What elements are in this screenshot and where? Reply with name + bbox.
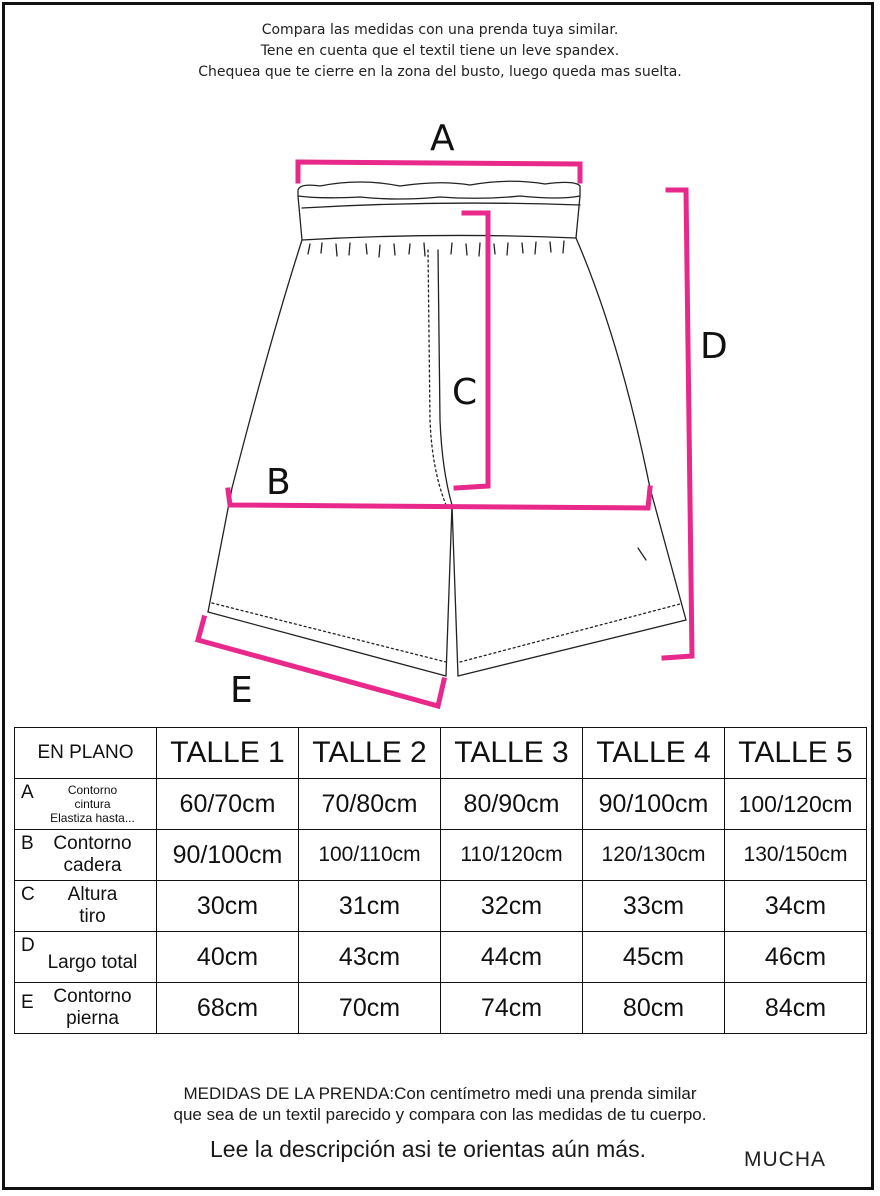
- table-row: [15, 881, 867, 932]
- row-letter: B: [21, 833, 34, 854]
- table-cell: 74cm: [441, 983, 583, 1034]
- measure-a-line: [298, 162, 580, 181]
- table-cell: 70/80cm: [299, 779, 441, 830]
- row-label-line: cintura: [74, 797, 111, 811]
- table-cell: 100/110cm: [299, 830, 441, 881]
- footer-line-1: MEDIDAS DE LA PRENDA:Con centímetro medi una prenda similar: [183, 1084, 697, 1103]
- row-letter: E: [21, 992, 34, 1013]
- label-e: E: [230, 670, 253, 711]
- intro-line-3: Chequea que te cierre en la zona del busto, luego queda mas suelta.: [198, 64, 682, 80]
- row-label-line: tiro: [79, 906, 106, 927]
- row-label-line: Altura: [67, 884, 118, 905]
- size-header-5: TALLE 5: [725, 728, 867, 779]
- table-corner: EN PLANO: [15, 728, 157, 779]
- footer-line-3: Lee la descripción asi te orientas aún más.: [210, 1136, 646, 1162]
- table-cell: 84cm: [725, 983, 867, 1034]
- intro-line-2: Tene en cuenta que el textil tiene un leve spandex.: [260, 43, 620, 59]
- size-header-4: TALLE 4: [583, 728, 725, 779]
- measurement-lines: [198, 162, 692, 706]
- table-cell: 90/100cm: [157, 830, 299, 881]
- table-cell: 100/120cm: [725, 779, 867, 830]
- table-cell: 45cm: [583, 932, 725, 983]
- table-cell: 80/90cm: [441, 779, 583, 830]
- table-cell: 130/150cm: [725, 830, 867, 881]
- row-label-e: [15, 983, 157, 1034]
- table-cell: 70cm: [299, 983, 441, 1034]
- measure-b-line: [228, 488, 650, 508]
- row-label-line: Largo total: [47, 952, 138, 973]
- measure-c-line: [456, 213, 488, 488]
- size-header-2: TALLE 2: [299, 728, 441, 779]
- row-letter: A: [21, 782, 34, 803]
- footer-line-2: que sea de un textil parecido y compara con las medidas de tu cuerpo.: [173, 1105, 707, 1124]
- row-label-d: [15, 932, 157, 983]
- table-cell: 40cm: [157, 932, 299, 983]
- table-cell: 31cm: [299, 881, 441, 932]
- table-row: [15, 830, 867, 881]
- table-cell: 44cm: [441, 932, 583, 983]
- size-header-3: TALLE 3: [441, 728, 583, 779]
- table-cell: 33cm: [583, 881, 725, 932]
- shorts-outline: [208, 181, 686, 676]
- table-cell: 30cm: [157, 881, 299, 932]
- table-cell: 34cm: [725, 881, 867, 932]
- table-cell: 80cm: [583, 983, 725, 1034]
- label-a: A: [430, 118, 455, 159]
- table-cell: 90/100cm: [583, 779, 725, 830]
- intro-text: [0, 20, 880, 83]
- table-cell: 120/130cm: [583, 830, 725, 881]
- row-label-c: [15, 881, 157, 932]
- table-cell: 110/120cm: [441, 830, 583, 881]
- size-header-1: TALLE 1: [157, 728, 299, 779]
- table-cell: 68cm: [157, 983, 299, 1034]
- label-c: C: [452, 372, 478, 413]
- label-b: B: [266, 462, 291, 503]
- table-cell: 46cm: [725, 932, 867, 983]
- intro-line-1: Compara las medidas con una prenda tuya similar.: [261, 22, 619, 38]
- shorts-measurement-diagram: [0, 100, 880, 715]
- label-d: D: [700, 326, 728, 367]
- row-label-b: [15, 830, 157, 881]
- table-cell: 60/70cm: [157, 779, 299, 830]
- row-label-line: Contorno: [53, 986, 132, 1007]
- row-letter: C: [21, 884, 35, 905]
- table-row: [15, 983, 867, 1034]
- brand-logo-text: MUCHA: [744, 1148, 826, 1171]
- table-header-row: [15, 728, 867, 779]
- row-label-line: Elastiza hasta...: [50, 811, 135, 825]
- row-label-line: cadera: [63, 855, 122, 876]
- size-table: [14, 727, 867, 1034]
- table-row: [15, 932, 867, 983]
- row-label-line: Contorno: [53, 833, 132, 854]
- table-cell: 32cm: [441, 881, 583, 932]
- row-label-line: pierna: [66, 1008, 119, 1029]
- table-row: [15, 779, 867, 830]
- measure-d-line: [664, 190, 692, 658]
- footer-instructions: [0, 1083, 880, 1125]
- row-label-a: [15, 779, 157, 830]
- table-cell: 43cm: [299, 932, 441, 983]
- row-letter: D: [21, 935, 35, 956]
- row-label-line: Contorno: [67, 783, 118, 797]
